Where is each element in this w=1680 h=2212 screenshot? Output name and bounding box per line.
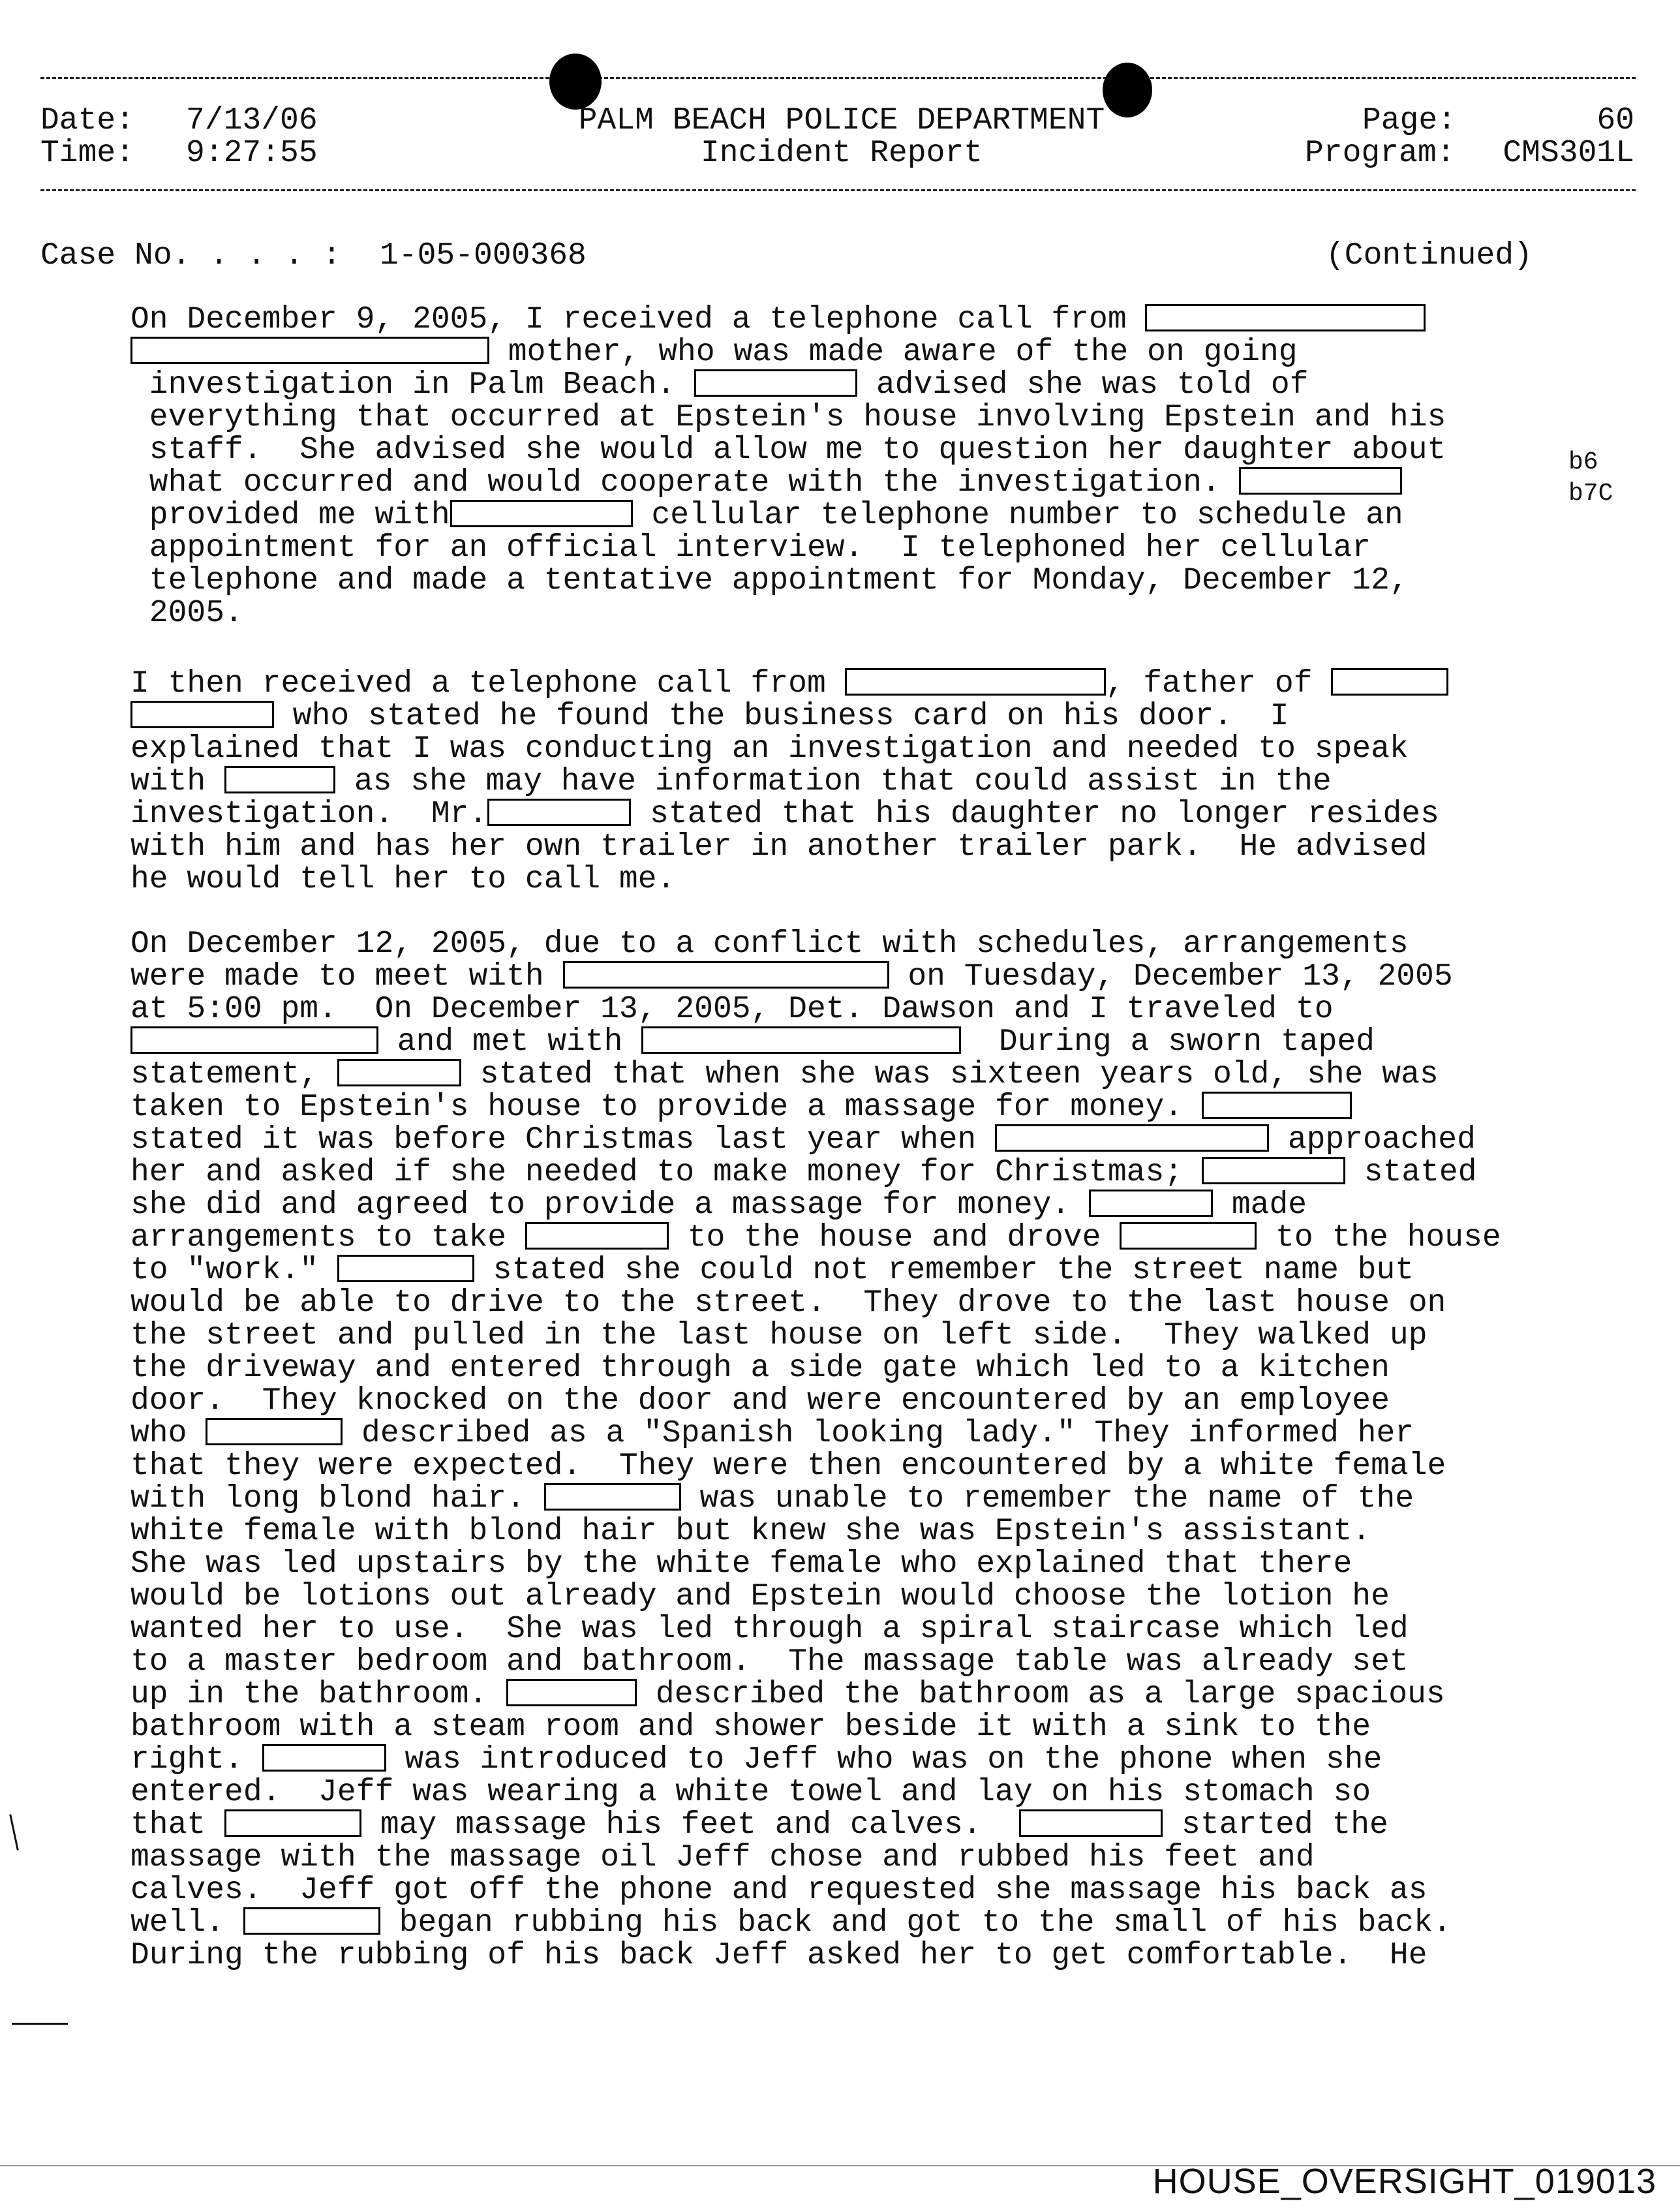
redaction-box [544,1483,681,1511]
text-segment: statement, [130,1057,337,1092]
text-segment: up in the bathroom. [130,1677,507,1712]
redaction-box [1331,668,1448,696]
text-segment: calves. Jeff got off the phone and requested she massage his back as [130,1873,1428,1908]
text-segment: who [130,1416,206,1451]
redaction-box [130,701,274,728]
redaction-box [487,799,631,826]
text-segment: began rubbing his back and got to the small of his back. [380,1905,1452,1941]
text-line [130,1221,1585,1254]
redaction-box [563,961,889,989]
text-line [130,1841,1585,1874]
program-label: Program: [1305,136,1456,171]
text-line [130,928,1585,960]
text-segment: cellular telephone number to schedule an [632,498,1403,533]
text-segment: may massage his feet and calves. [361,1807,1020,1843]
text-line [130,532,1585,564]
redaction-box [995,1124,1269,1152]
text-segment: arrangements to take [130,1220,525,1255]
margin-code-b6: b6 [1568,448,1598,476]
header-bottom-rule [40,189,1636,191]
text-segment: at 5:00 pm. On December 13, 2005, Det. Dawson and I traveled to [130,992,1334,1027]
header-date-label: Date: [40,103,135,138]
text-segment: stated it was before Christmas last year when [130,1122,996,1158]
redaction-box [525,1222,669,1250]
text-line [130,798,1585,831]
redaction-box [845,668,1106,696]
redaction-box [1019,1809,1163,1837]
bates-number: HOUSE_OVERSIGHT_019013 [1152,2162,1657,2201]
text-line [130,733,1585,765]
redaction-box [641,1026,961,1054]
text-line [130,499,1585,532]
text-line [130,1678,1585,1711]
text-line [130,960,1585,993]
text-line [130,863,1585,896]
header-date-value: 7/13/06 [186,103,318,138]
text-line [130,1613,1585,1646]
text-segment: approached [1269,1122,1476,1158]
text-line [130,1515,1585,1548]
redaction-box [224,766,335,793]
text-line [130,1058,1585,1091]
redaction-box [243,1907,380,1935]
text-segment: bathroom with a steam room and shower beside it with a sink to the [130,1710,1371,1745]
text-segment: entered. Jeff was wearing a white towel and lay on his stomach so [130,1775,1371,1810]
text-segment: investigation. Mr. [130,797,488,832]
text-line [130,564,1585,597]
text-segment: he would tell her to call me. [130,862,676,897]
text-segment: with [130,764,225,799]
text-segment: door. They knocked on the door and were encountered by an employee [130,1383,1390,1419]
redaction-box [1089,1190,1213,1217]
text-segment: During a sworn taped [961,1024,1375,1060]
header-top-rule [40,77,1636,79]
redaction-box [694,369,857,397]
redaction-box [337,1255,474,1282]
text-segment: on Tuesday, December 13, 2005 [889,959,1453,994]
text-line [130,1548,1585,1580]
redaction-box [450,500,633,527]
text-line [130,1319,1585,1352]
text-line [130,1091,1585,1124]
text-line [130,336,1585,369]
text-segment: white female with blond hair but knew she was Epstein's assistant. [130,1514,1371,1549]
text-segment: stated she could not remember the street name but [474,1253,1414,1288]
text-segment: would be lotions out already and Epstein would choose the lotion he [130,1579,1390,1614]
text-segment: the driveway and entered through a side gate which led to a kitchen [130,1351,1390,1386]
paragraph-3 [130,928,1585,1972]
redaction-box [224,1809,361,1837]
text-line [130,1874,1585,1907]
page-label: Page: [1362,103,1457,138]
text-line [130,1189,1585,1221]
text-segment: I then received a telephone call from [130,666,845,701]
text-line [130,1417,1585,1450]
text-line [130,1776,1585,1809]
text-segment: the street and pulled in the last house on left side. They walked up [130,1318,1428,1353]
text-line [130,1385,1585,1417]
text-line [130,668,1585,700]
department-title: PALM BEACH POLICE DEPARTMENT [578,103,1105,138]
text-segment: to "work." [130,1253,337,1288]
header-time-value: 9:27:55 [186,136,318,171]
text-line [130,597,1585,630]
text-segment: with him and has her own trailer in another trailer park. He advised [130,829,1428,865]
header-time-label: Time: [40,136,135,171]
text-segment: , father of [1105,666,1332,701]
paragraph-1 [130,303,1585,630]
text-line [130,1450,1585,1482]
text-segment: that [130,1807,225,1843]
text-segment: investigation in Palm Beach. [130,367,695,403]
text-line [130,1482,1585,1515]
scan-mark-2 [12,2023,68,2025]
punch-hole-left [549,54,602,110]
text-segment: her and asked if she needed to make money for Christmas; [130,1155,1202,1190]
text-line [130,401,1585,434]
report-type: Incident Report [700,136,983,171]
text-segment: 2005. [130,596,243,631]
text-line [130,700,1585,733]
text-segment: mother, who was made aware of the on going [489,335,1298,370]
text-line [130,467,1585,499]
text-segment: started the [1163,1807,1388,1843]
text-line [130,303,1585,336]
text-segment: with long blond hair. [130,1481,544,1516]
text-line [130,1939,1585,1972]
text-segment: She was led upstairs by the white female who explained that there [130,1546,1352,1582]
redaction-box [1145,304,1426,331]
text-segment: everything that occurred at Epstein's house involving Epstein and his [130,400,1446,435]
scan-mark-1 [9,1814,19,1850]
text-segment: would be able to drive to the street. They drove to the last house on [130,1285,1446,1321]
text-line [130,1124,1585,1156]
text-segment: stated that his daughter no longer resides [631,797,1439,832]
text-line [130,1026,1585,1058]
text-segment: as she may have information that could assist in the [335,764,1332,799]
text-line [130,1711,1585,1743]
text-segment: stated that when she was sixteen years old, she was [461,1057,1439,1092]
text-segment: right. [130,1742,262,1777]
program-code: CMS301L [1503,136,1634,171]
text-segment: what occurred and would cooperate with the investigation. [130,465,1240,500]
page-number: 60 [1596,103,1634,138]
text-segment: taken to Epstein's house to provide a massage for money. [130,1090,1202,1125]
text-segment: telephone and made a tentative appointment for Monday, December 12, [130,563,1409,598]
text-line [130,1646,1585,1678]
text-line [130,1809,1585,1841]
text-segment: who stated he found the business card on his door. I [274,699,1289,734]
text-line [130,369,1585,401]
redaction-box [130,1026,378,1054]
text-segment: to a master bedroom and bathroom. The massage table was already set [130,1644,1409,1680]
margin-code-b7c: b7C [1568,480,1613,508]
text-line [130,1254,1585,1287]
text-line [130,1156,1585,1189]
text-segment: was unable to remember the name of the [680,1481,1414,1516]
text-segment: that they were expected. They were then encountered by a white female [130,1449,1446,1484]
text-line [130,1907,1585,1939]
text-line [130,1743,1585,1776]
text-line [130,1352,1585,1385]
text-segment: appointment for an official interview. I telephoned her cellular [130,530,1371,566]
text-segment: made [1213,1188,1307,1223]
text-segment: and met with [378,1024,642,1060]
text-segment: explained that I was conducting an investigation and needed to speak [130,731,1409,767]
text-segment: provided me with [130,498,450,533]
text-segment: were made to meet with [130,959,563,994]
text-line [130,993,1585,1026]
case-label: Case No. . . . : [40,238,341,273]
text-segment: described as a "Spanish looking lady." They informed her [343,1416,1414,1451]
redaction-box [1202,1157,1345,1184]
paragraph-2 [130,668,1585,896]
text-line [130,434,1585,467]
text-line [130,1287,1585,1319]
text-segment: to the house [1257,1220,1501,1255]
redaction-box [130,337,489,364]
redaction-box [1120,1222,1257,1250]
redaction-box [337,1059,461,1086]
text-segment: was introduced to Jeff who was on the phone when she [386,1742,1382,1777]
text-line [130,765,1585,798]
text-line [130,1580,1585,1613]
text-segment: stated [1345,1155,1477,1190]
text-segment: massage with the massage oil Jeff chose and rubbed his feet and [130,1840,1315,1875]
text-segment: On December 12, 2005, due to a conflict with schedules, arrangements [130,927,1409,962]
text-segment: well. [130,1905,243,1941]
text-line [130,831,1585,863]
text-segment: On December 9, 2005, I received a telephone call from [130,302,1146,337]
redaction-box [206,1418,343,1445]
text-segment: she did and agreed to provide a massage for money. [130,1188,1090,1223]
text-segment: wanted her to use. She was led through a spiral staircase which led [130,1612,1409,1647]
text-segment: During the rubbing of his back Jeff asked her to get comfortable. He [130,1938,1428,1973]
text-segment: advised she was told of [857,367,1309,403]
redaction-box [506,1679,637,1706]
case-number: 1-05-000368 [380,238,587,273]
redaction-box [1239,467,1402,495]
redaction-box [262,1744,386,1772]
text-segment: described the bathroom as a large spacious [637,1677,1445,1712]
case-status: (Continued) [1326,238,1533,273]
text-segment: staff. She advised she would allow me to question her daughter about [130,433,1446,468]
redaction-box [1202,1092,1352,1119]
text-segment: to the house and drove [668,1220,1120,1255]
